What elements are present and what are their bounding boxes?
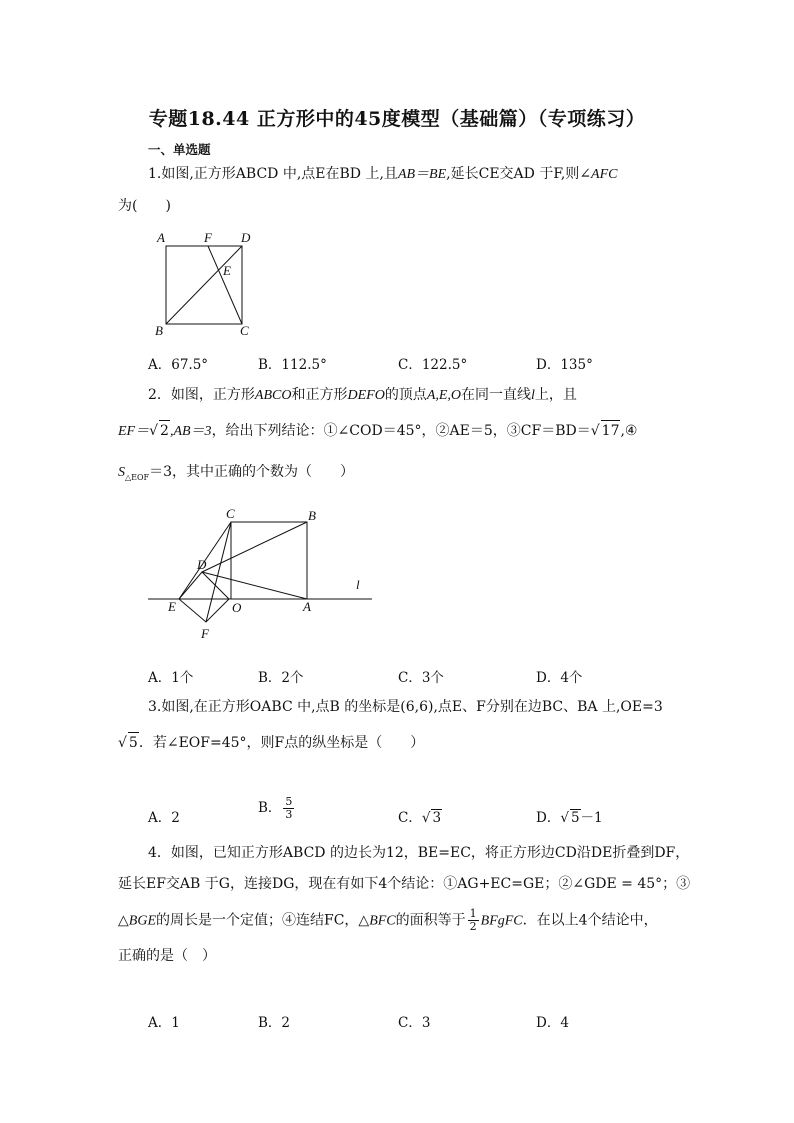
q1-figure-square — [150, 226, 260, 344]
q1-label-e: E — [223, 263, 231, 278]
q3-option-c[interactable]: C．√ 3 — [398, 810, 442, 826]
q1-diagonal-bd — [166, 246, 242, 324]
q1-option-a[interactable]: A．67.5° — [148, 357, 209, 373]
q2-label-a: A — [303, 599, 311, 614]
q4-stem-line1: 4．如图，已知正方形ABCD 的边长为12，BE=EC，将正方形边CD沿DE折叠到DF， — [148, 845, 690, 861]
page-title: 专题18.44 正方形中的45度模型（基础篇）（专项练习） — [148, 108, 646, 130]
q2-stem-line3: $S_{\triangle EOF}=3$，其中正确的个数为（ ） — [118, 464, 355, 482]
q1-label-a: A — [157, 230, 165, 245]
q3-option-b-fraction: $\frac{5}{3}$ — [285, 795, 293, 821]
q2-conclusion-1: ①∠COD＝45° — [323, 423, 422, 439]
q2-option-c[interactable]: C．3个 — [398, 670, 444, 686]
q2-segment-cf — [206, 522, 231, 622]
q4-fraction-half: $\frac{1}{2}$ — [469, 907, 477, 933]
q2-square-defo — [179, 572, 229, 622]
q2-label-b: B — [308, 508, 316, 523]
q3-stem-line1: 3.如图,在正方形OABC 中,点B 的坐标是(6,6),点E、F分别在边BC、BA 上,OE=3 — [148, 699, 663, 715]
q2-option-a[interactable]: A．1个 — [148, 670, 194, 686]
q1-option-b[interactable]: B．112.5° — [258, 357, 327, 373]
q4-option-d[interactable]: D．4 — [536, 1015, 569, 1031]
q1-option-c[interactable]: C．122.5° — [398, 357, 468, 373]
q1-label-d: D — [241, 230, 251, 245]
q2-conclusion-3: ，③CF＝BD＝ — [492, 423, 591, 439]
q2-conclusion-2: ，②AE＝5 — [421, 423, 493, 439]
q2-label-c: C — [226, 506, 235, 521]
q1-expr-ab-be: AB＝BE — [397, 167, 447, 182]
q2-square-abco — [231, 522, 307, 599]
q2-figure-squares — [140, 500, 380, 650]
q1-label-b: B — [155, 323, 163, 338]
q2-segment-db — [202, 522, 307, 572]
q2-label-f: F — [201, 626, 209, 641]
q3-option-d[interactable]: D．√ 5－1 — [536, 810, 603, 826]
q3-option-b[interactable]: B． $\frac{5}{3}$ — [258, 795, 293, 821]
q2-conclusion-4: ,④ — [620, 423, 638, 439]
q1-expr-angle-afc: ∠AFC — [579, 167, 618, 182]
q3-stem-line2: √ 5．若∠EOF=45°，则F点的纵坐标是（ ） — [118, 732, 424, 753]
q2-option-d[interactable]: D．4个 — [536, 670, 583, 686]
q4-stem-line3: △BGE的周长是一个定值；④连结FC，△BFC的面积等于 $\frac{1}{2}$ BFgFC．在以上4个结论中， — [118, 907, 658, 933]
q4-stem-line4: 正确的是（ ） — [118, 948, 216, 964]
q4-option-a[interactable]: A．1 — [148, 1015, 180, 1031]
section-heading: 一、单选题 — [148, 142, 211, 157]
q1-option-d[interactable]: D．135° — [536, 357, 593, 373]
q2-label-o: O — [232, 600, 242, 615]
q4-option-b[interactable]: B．2 — [258, 1015, 291, 1031]
q2-option-b[interactable]: B．2个 — [258, 670, 304, 686]
q1-stem-line1: 1.如图,正方形ABCD 中,点E在BD 上,且AB＝BE,延长CE交AD 于F,则∠AFC — [148, 166, 618, 182]
q1-segment-cf — [208, 246, 242, 324]
q2-label-e: E — [168, 599, 176, 614]
q3-option-a[interactable]: A．2 — [148, 810, 180, 826]
q1-label-c: C — [240, 323, 249, 338]
q4-stem-line2: 延长EF交AB 于G，连接DG，现在有如下4个结论：①AG+EC=GE；②∠GDE = 45°；③ — [118, 876, 691, 892]
q2-label-d: D — [197, 557, 207, 572]
q4-option-c[interactable]: C．3 — [398, 1015, 431, 1031]
q2-label-l: l — [356, 577, 360, 592]
q2-stem-line1: 2．如图，正方形ABCO和正方形DEFO的顶点A,E,O在同一直线l上，且 — [148, 387, 577, 403]
q2-stem-line2: EF＝√ 2,AB＝3，给出下列结论：①∠COD＝45°，②AE＝5，③CF＝BD＝√ 17,④ — [118, 420, 638, 442]
q1-label-f: F — [204, 230, 212, 245]
q1-stem-line2: 为( ) — [118, 198, 171, 214]
